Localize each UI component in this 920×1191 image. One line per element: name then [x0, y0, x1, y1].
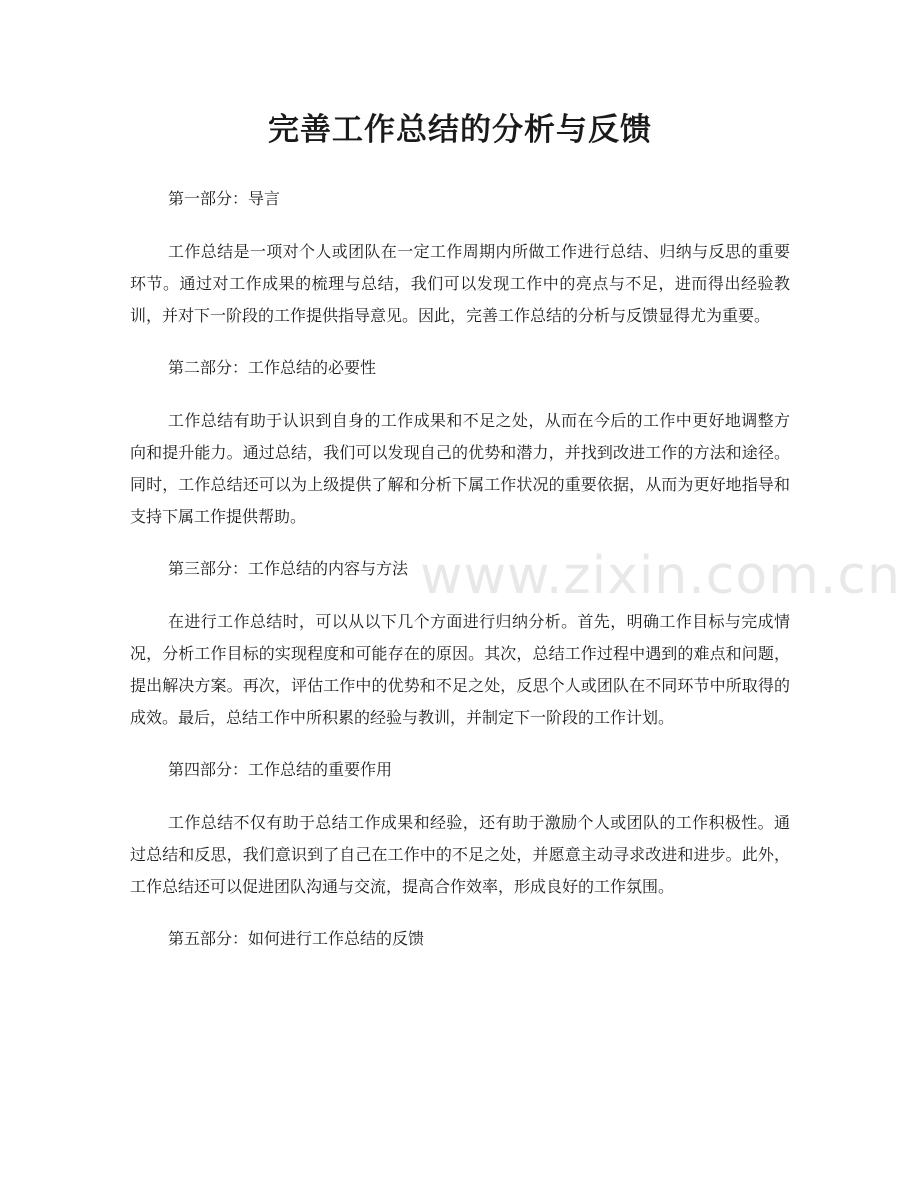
section-heading-5: 第五部分：如何进行工作总结的反馈: [168, 929, 425, 948]
document-title: 完善工作总结的分析与反馈: [268, 112, 652, 148]
section-body-3: 在进行工作总结时，可以从以下几个方面进行归纳分析。首先，明确工作目标与完成情况，分析工作目标的实现程度和可能存在的原因。其次，总结工作过程中遇到的难点和问题，提出解决方案。再次，评估工作中的优势和不足之处，反思个人或团队在不同环节中所取得的成效。最后，总结工作中所积累的经验与教训，并制定下一阶段的工作计划。: [130, 612, 790, 727]
watermark: www.zixin.com.cn: [420, 546, 901, 606]
section-heading-2: 第二部分：工作总结的必要性: [168, 358, 377, 377]
section-body-1: 工作总结是一项对个人或团队在一定工作周期内所做工作进行总结、归纳与反思的重要环节。通过对工作成果的梳理与总结，我们可以发现工作中的亮点与不足，进而得出经验教训，并对下一阶段的工作提供指导意见。因此，完善工作总结的分析与反馈显得尤为重要。: [130, 242, 790, 325]
section-heading-4: 第四部分：工作总结的重要作用: [168, 760, 393, 779]
section-heading-3: 第三部分：工作总结的内容与方法: [168, 559, 409, 578]
section-body-4: 工作总结不仅有助于总结工作成果和经验，还有助于激励个人或团队的工作积极性。通过总结和反思，我们意识到了自己在工作中的不足之处，并愿意主动寻求改进和进步。此外，工作总结还可以促进团队沟通与交流，提高合作效率，形成良好的工作氛围。: [130, 813, 790, 896]
section-body-2: 工作总结有助于认识到自身的工作成果和不足之处，从而在今后的工作中更好地调整方向和提升能力。通过总结，我们可以发现自己的优势和潜力，并找到改进工作的方法和途径。同时，工作总结还可以为上级提供了解和分析下属工作状况的重要依据，从而为更好地指导和支持下属工作提供帮助。: [130, 411, 790, 526]
section-heading-1: 第一部分：导言: [168, 189, 281, 208]
